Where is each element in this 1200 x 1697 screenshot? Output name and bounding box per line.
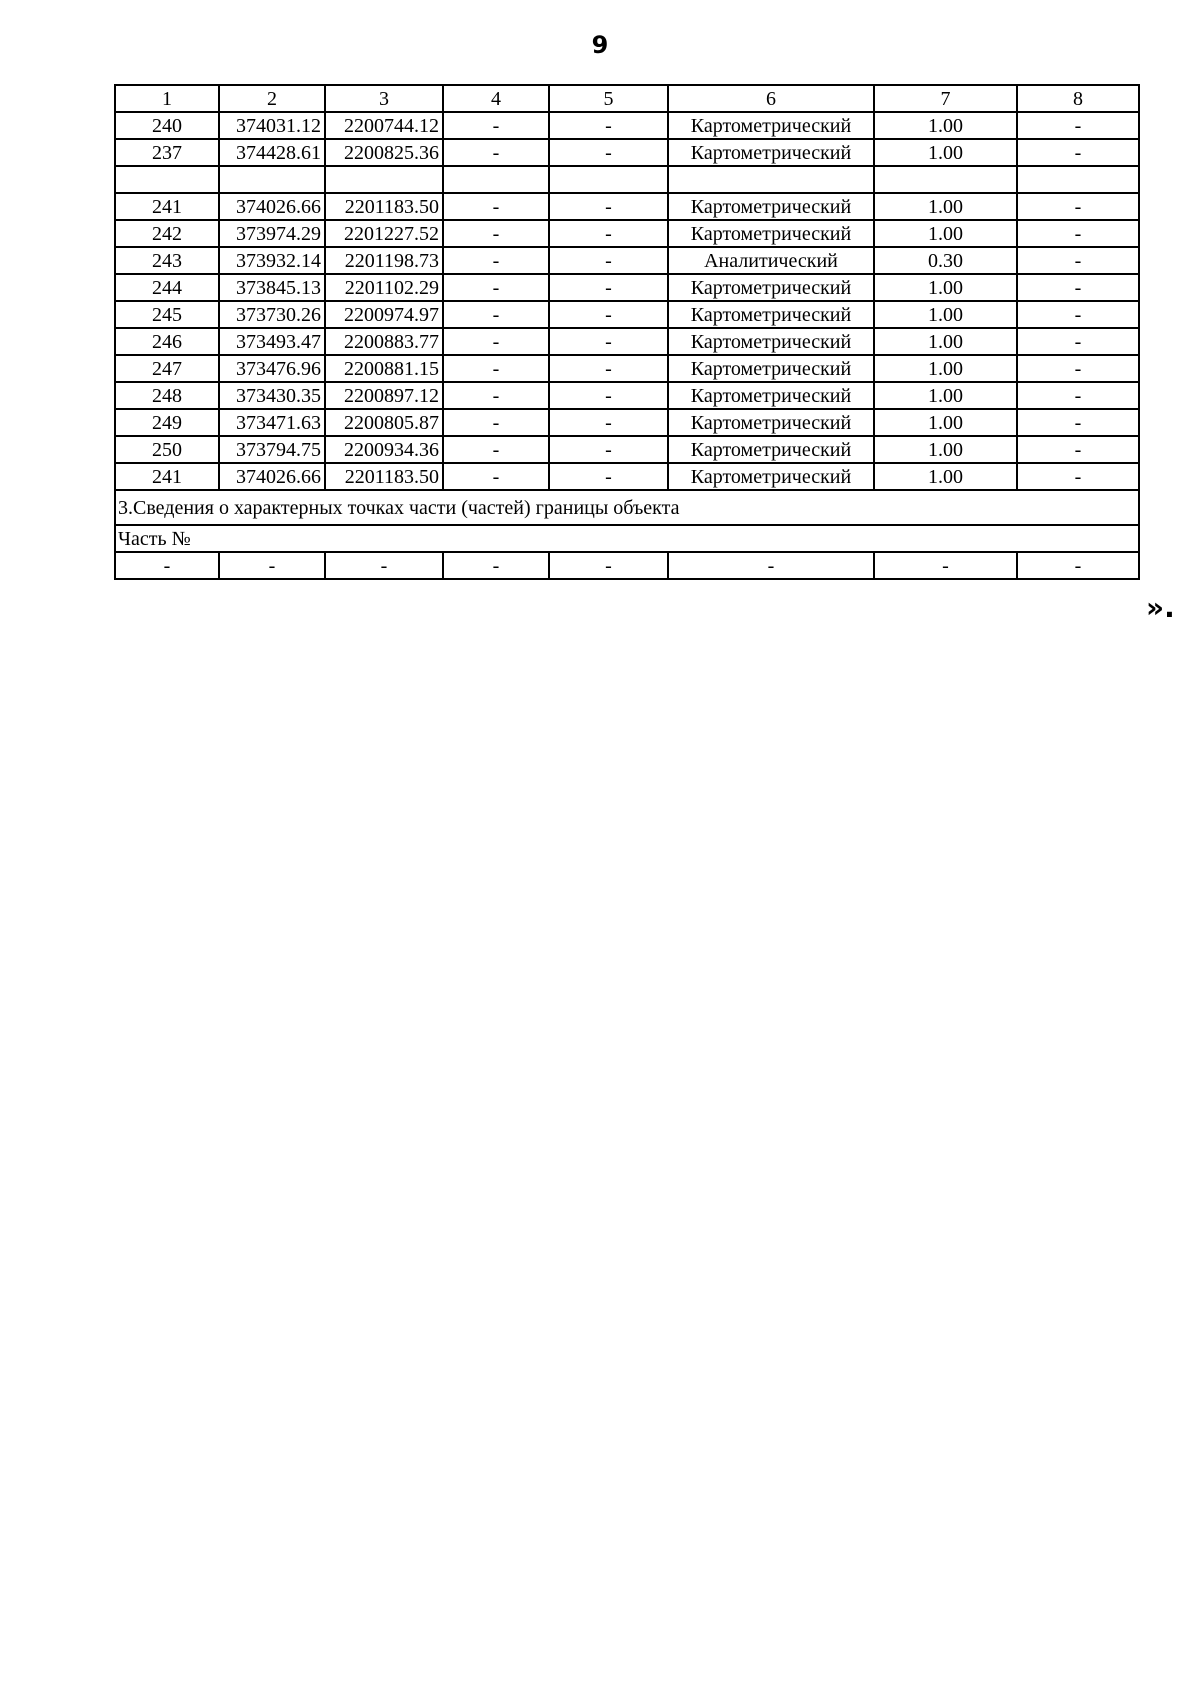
table-cell: 2200974.97 [325, 301, 443, 328]
table-cell-empty [325, 166, 443, 193]
table-cell: - [549, 328, 668, 355]
table-cell: - [1017, 355, 1139, 382]
table-cell: 2200934.36 [325, 436, 443, 463]
table-cell: - [443, 409, 549, 436]
table-cell: 241 [115, 193, 219, 220]
table-cell: 1.00 [874, 112, 1017, 139]
table-cell: 1.00 [874, 220, 1017, 247]
table-cell: 1.00 [874, 301, 1017, 328]
table-cell: 1.00 [874, 382, 1017, 409]
table-cell: - [1017, 220, 1139, 247]
table-cell: - [443, 112, 549, 139]
table-cell: 246 [115, 328, 219, 355]
table-cell: - [1017, 301, 1139, 328]
table-cell: - [443, 328, 549, 355]
table-cell: Картометрический [668, 220, 874, 247]
table-cell: 7 [874, 85, 1017, 112]
table-cell: 2201102.29 [325, 274, 443, 301]
table-row [115, 355, 1139, 382]
table-cell: - [443, 247, 549, 274]
table-row [115, 193, 1139, 220]
table-cell: 373471.63 [219, 409, 325, 436]
table-cell: Картометрический [668, 328, 874, 355]
table-cell-empty [874, 166, 1017, 193]
table-cell: - [219, 552, 325, 579]
table-cell: - [443, 552, 549, 579]
table-cell: - [1017, 328, 1139, 355]
table-cell: 2200805.87 [325, 409, 443, 436]
table-cell: 2200883.77 [325, 328, 443, 355]
table-cell: 243 [115, 247, 219, 274]
table-row [115, 463, 1139, 490]
table-row [115, 382, 1139, 409]
table-cell: Картометрический [668, 463, 874, 490]
table-row [115, 139, 1139, 166]
part-label-row [115, 525, 1139, 552]
table-cell: - [325, 552, 443, 579]
table-cell: - [1017, 463, 1139, 490]
part-label: Часть № [115, 525, 1139, 552]
table-cell: 1.00 [874, 193, 1017, 220]
table-cell: Картометрический [668, 382, 874, 409]
table-cell: 374031.12 [219, 112, 325, 139]
table-cell: - [443, 355, 549, 382]
table-cell: - [549, 274, 668, 301]
table-cell: - [1017, 112, 1139, 139]
table-cell: Картометрический [668, 409, 874, 436]
table-cell: 1 [115, 85, 219, 112]
table-cell: 1.00 [874, 409, 1017, 436]
table-cell: 241 [115, 463, 219, 490]
table-cell: - [549, 139, 668, 166]
table-cell-empty [219, 166, 325, 193]
table-cell: - [549, 409, 668, 436]
table-cell: Картометрический [668, 301, 874, 328]
table-cell: 249 [115, 409, 219, 436]
table-cell: 242 [115, 220, 219, 247]
table-cell: - [1017, 247, 1139, 274]
table-cell: 2201227.52 [325, 220, 443, 247]
table-cell: 2201183.50 [325, 463, 443, 490]
table-cell: - [874, 552, 1017, 579]
table-cell-empty [549, 166, 668, 193]
table-cell: Аналитический [668, 247, 874, 274]
table-cell: - [1017, 193, 1139, 220]
table-cell: - [1017, 382, 1139, 409]
table-cell: 373476.96 [219, 355, 325, 382]
coordinates-table [114, 84, 1140, 580]
table-cell-empty [115, 166, 219, 193]
table-cell: - [549, 220, 668, 247]
table-cell-empty [443, 166, 549, 193]
table-cell: 5 [549, 85, 668, 112]
table-cell: 240 [115, 112, 219, 139]
table-row [115, 220, 1139, 247]
table-cell: - [1017, 552, 1139, 579]
table-row [115, 274, 1139, 301]
table-cell: - [549, 301, 668, 328]
table-cell: 2201183.50 [325, 193, 443, 220]
table-cell-empty [668, 166, 874, 193]
table-row [115, 436, 1139, 463]
table-cell: 1.00 [874, 274, 1017, 301]
table-cell: - [549, 382, 668, 409]
table-cell: - [549, 436, 668, 463]
table-cell: Картометрический [668, 112, 874, 139]
table-final-row [115, 552, 1139, 579]
table-cell: 373730.26 [219, 301, 325, 328]
section-title: 3.Сведения о характерных точках части (частей) границы объекта [115, 490, 1139, 525]
table-cell: - [443, 382, 549, 409]
table-cell: 1.00 [874, 463, 1017, 490]
table-cell: 2200825.36 [325, 139, 443, 166]
table-cell: - [668, 552, 874, 579]
table-cell: 244 [115, 274, 219, 301]
table-cell: 2201198.73 [325, 247, 443, 274]
table-cell: 245 [115, 301, 219, 328]
table-row [115, 301, 1139, 328]
table-cell: 248 [115, 382, 219, 409]
table-cell: - [443, 139, 549, 166]
table-cell: 2 [219, 85, 325, 112]
table-cell: - [1017, 436, 1139, 463]
table-cell: Картометрический [668, 193, 874, 220]
table-cell: 1.00 [874, 355, 1017, 382]
closing-quote-mark: ». [1146, 591, 1175, 624]
table-header-row [115, 85, 1139, 112]
table-cell: 373430.35 [219, 382, 325, 409]
table-cell: 4 [443, 85, 549, 112]
table-cell: - [1017, 274, 1139, 301]
table-cell: - [115, 552, 219, 579]
table-cell: - [549, 112, 668, 139]
table-row [115, 409, 1139, 436]
table-cell-empty [1017, 166, 1139, 193]
table-cell: 374026.66 [219, 463, 325, 490]
table-cell: - [549, 355, 668, 382]
table-cell: 374026.66 [219, 193, 325, 220]
table-row [115, 247, 1139, 274]
table-cell: - [443, 220, 549, 247]
table-cell: 373794.75 [219, 436, 325, 463]
table-body [115, 85, 1139, 579]
table-cell: - [443, 274, 549, 301]
table-cell: 373493.47 [219, 328, 325, 355]
table-cell: 2200897.12 [325, 382, 443, 409]
table-cell: 250 [115, 436, 219, 463]
table-cell: - [443, 436, 549, 463]
table-cell: 373974.29 [219, 220, 325, 247]
page-number: 9 [591, 31, 609, 59]
table-cell: 237 [115, 139, 219, 166]
table-row [115, 112, 1139, 139]
table-cell: Картометрический [668, 355, 874, 382]
table-cell: - [443, 301, 549, 328]
table-cell: - [549, 463, 668, 490]
table-cell: Картометрический [668, 436, 874, 463]
table-cell: - [549, 552, 668, 579]
table-cell: Картометрический [668, 139, 874, 166]
table-cell: 6 [668, 85, 874, 112]
table-cell: Картометрический [668, 274, 874, 301]
table-cell: 1.00 [874, 328, 1017, 355]
table-cell: - [443, 193, 549, 220]
table-row [115, 328, 1139, 355]
table-cell: 1.00 [874, 436, 1017, 463]
table-cell: 247 [115, 355, 219, 382]
table-cell: 1.00 [874, 139, 1017, 166]
table-cell: - [1017, 139, 1139, 166]
table-cell: 0.30 [874, 247, 1017, 274]
table-cell: 2200744.12 [325, 112, 443, 139]
table-cell: 373845.13 [219, 274, 325, 301]
section-title-row [115, 490, 1139, 525]
table-cell: 374428.61 [219, 139, 325, 166]
table-cell: - [549, 193, 668, 220]
table-cell: 8 [1017, 85, 1139, 112]
table-cell: - [443, 463, 549, 490]
table-empty-row [115, 166, 1139, 193]
table-cell: - [1017, 409, 1139, 436]
table-cell: 373932.14 [219, 247, 325, 274]
table-cell: 3 [325, 85, 443, 112]
table-cell: - [549, 247, 668, 274]
table-cell: 2200881.15 [325, 355, 443, 382]
